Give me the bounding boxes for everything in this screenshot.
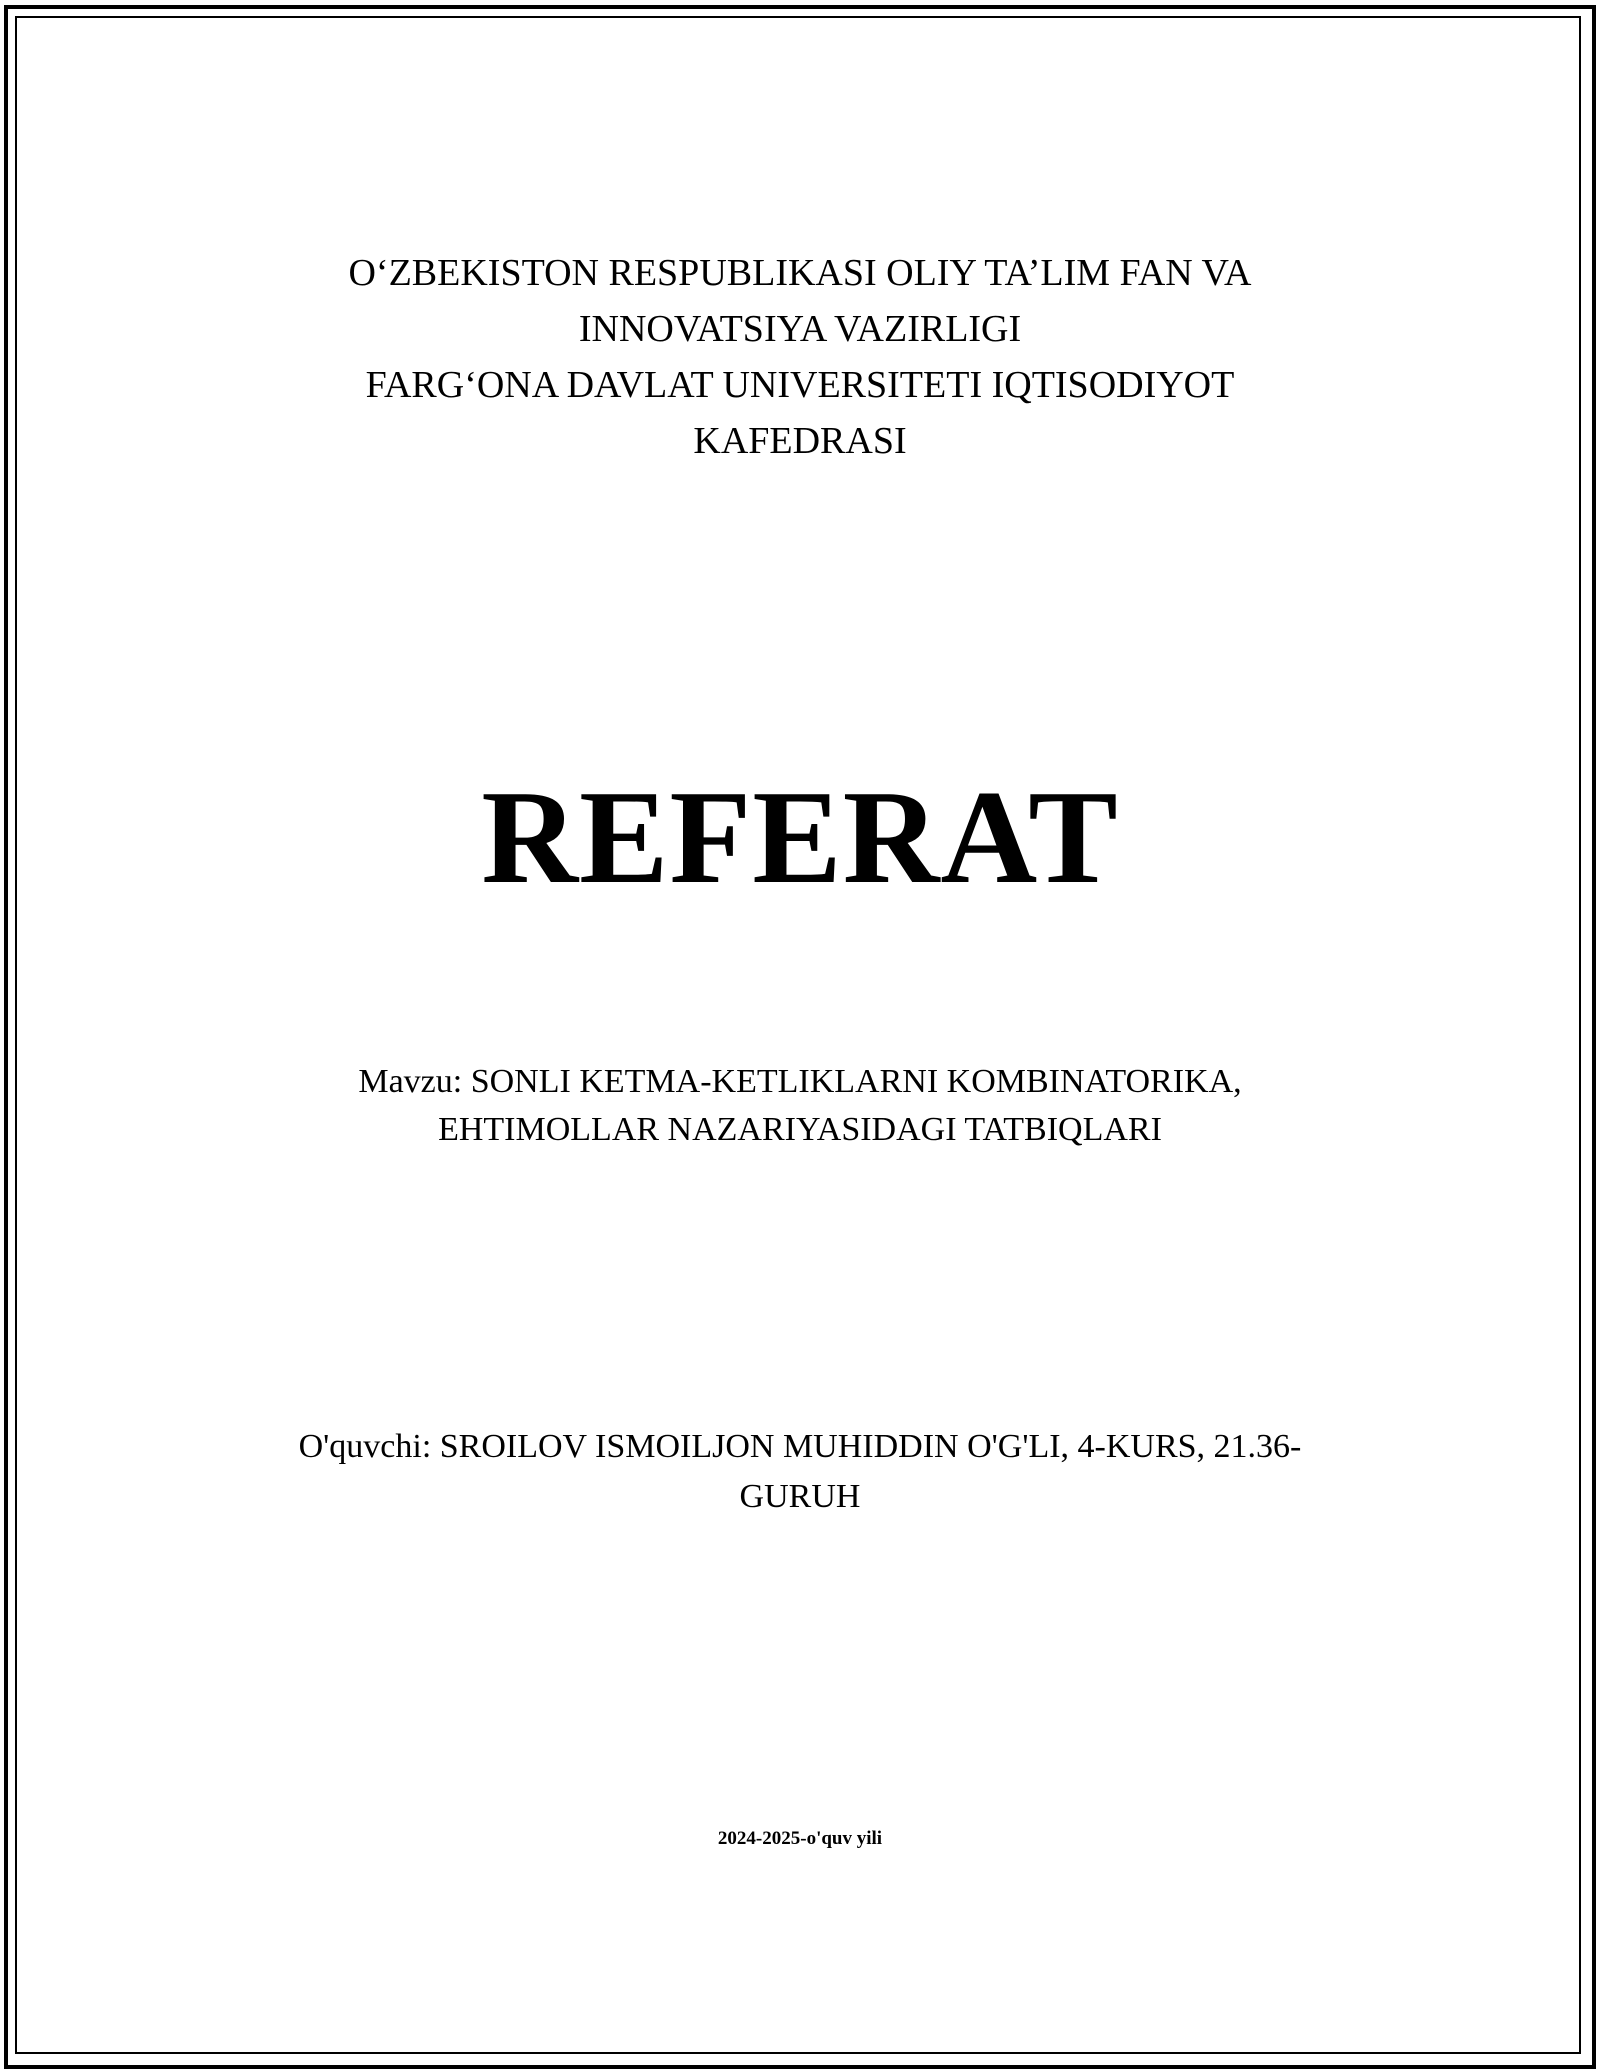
document-title: REFERAT	[481, 763, 1119, 911]
topic-line-1: Mavzu: SONLI KETMA-KETLIKLARNI KOMBINATORIKA,	[358, 1063, 1242, 1100]
student-block	[0, 1422, 1600, 1522]
header-line-2: INNOVATSIYA VAZIRLIGI	[578, 308, 1022, 350]
header-line-1: O‘ZBEKISTON RESPUBLIKASI OLIY TA’LIM FAN VA	[348, 252, 1252, 294]
institution-header	[0, 245, 1600, 469]
academic-year: 2024-2025-o'quv yili	[717, 1828, 883, 1849]
header-line-3: FARG‘ONA DAVLAT UNIVERSITETI IQTISODIYOT	[365, 364, 1235, 406]
topic-line-2: EHTIMOLLAR NAZARIYASIDAGI TATBIQLARI	[438, 1111, 1162, 1148]
topic-block	[0, 1058, 1600, 1154]
student-line-1: O'quvchi: SROILOV ISMOILJON MUHIDDIN O'G'LI, 4-KURS, 21.36-	[298, 1428, 1302, 1465]
student-line-2: GURUH	[739, 1478, 861, 1515]
header-line-4: KAFEDRASI	[693, 420, 907, 462]
